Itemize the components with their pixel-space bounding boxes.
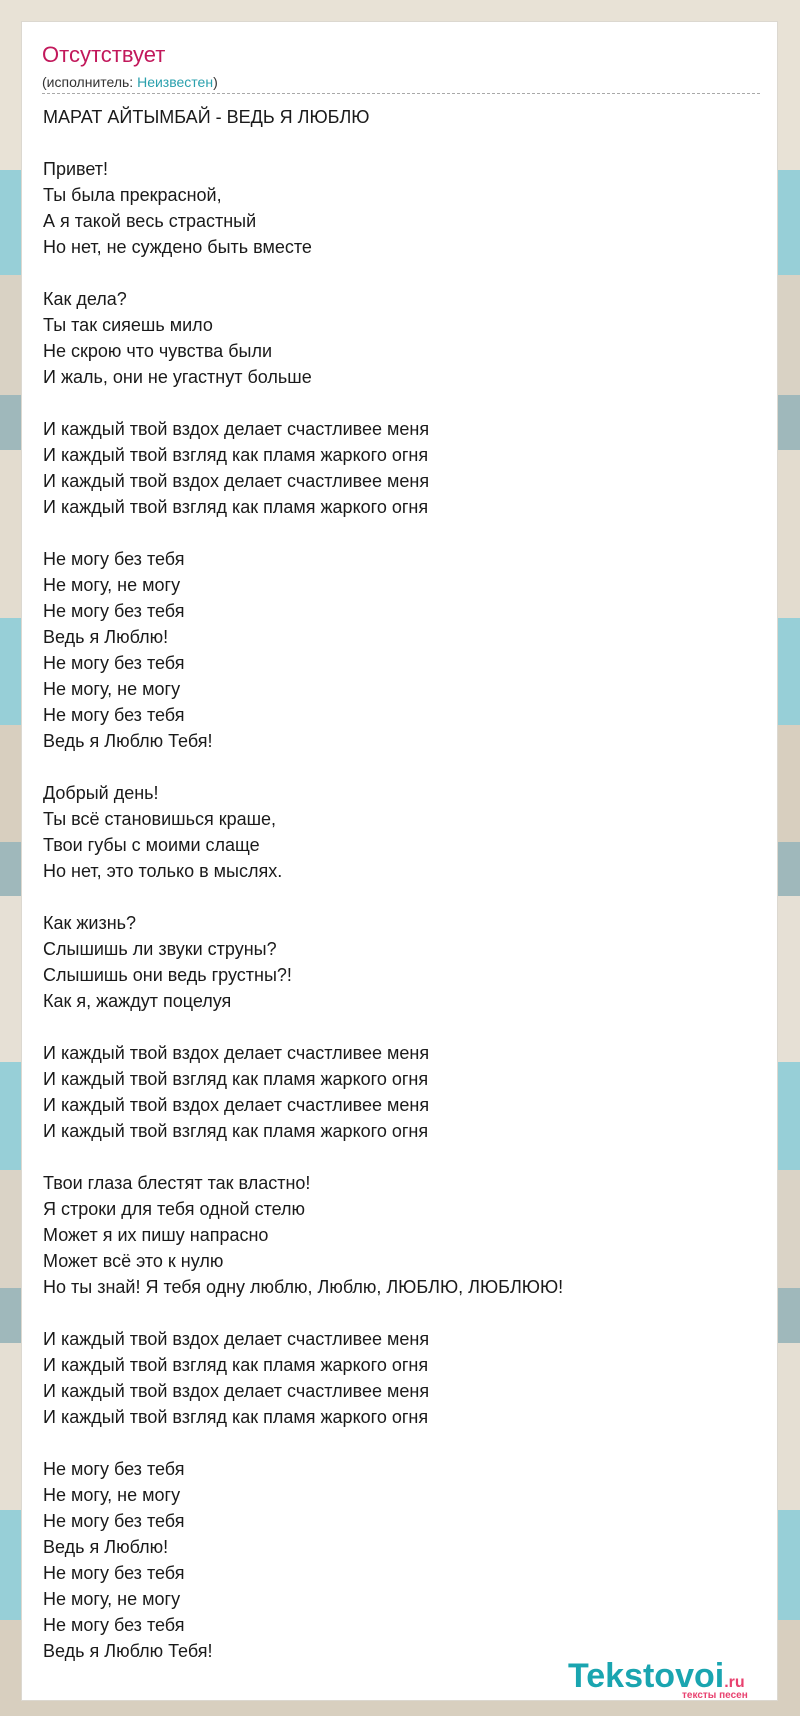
song-title: Отсутствует <box>42 42 166 67</box>
performer-link[interactable]: Неизвестен <box>137 74 214 90</box>
logo-tld-text: .ru <box>724 1674 745 1691</box>
site-logo[interactable] <box>568 1657 748 1701</box>
performer-prefix: (исполнитель: <box>42 74 138 90</box>
lyrics-text: МАРАТ АЙТЫМБАЙ - ВЕДЬ Я ЛЮБЛЮ Привет! Ты была прекрасной, А я такой весь страстный Но нет, не суждено быть вместе Как дела? Ты так сияешь мило Не скрою что чувства были И жаль, они не угастнут больше И каждый твой вздох делает счастливее меня И каждый твой взгляд как пламя жаркого огня И каждый твой вздох делает счастливее меня И каждый твой взгляд как пламя жаркого огня Не могу без тебя Не могу, не могу Не могу без тебя Ведь я Люблю! Не могу без тебя Не могу, не могу Не могу без тебя Ведь я Люблю Тебя! Добрый день! Ты всё становишься краше, Твои губы с моими слаще Но нет, это только в мыслях. Как жизнь? Слышишь ли звуки струны? Слышишь они ведь грустны?! Как я, жаждут поцелуя И каждый твой вздох делает счастливее меня И каждый твой взгляд как пламя жаркого огня И каждый твой вздох делает счастливее меня И каждый твой взгляд как пламя жаркого огня Твои глаза блестят так властно! Я строки для тебя одной стелю Может я их пишу напрасно Может всё это к нулю Но ты знай! Я тебя одну люблю, Люблю, ЛЮБЛЮ, ЛЮБЛЮЮ! И каждый твой вздох делает счастливее меня И каждый твой взгляд как пламя жаркого огня И каждый твой вздох делает счастливее меня И каждый твой взгляд как пламя жаркого огня Не могу без тебя Не могу, не могу Не могу без тебя Ведь я Люблю! Не могу без тебя Не могу, не могу Не могу без тебя Ведь я Люблю Тебя! <box>43 107 564 1661</box>
performer-line <box>42 73 218 91</box>
performer-suffix: ) <box>213 74 218 90</box>
logo-tagline: тексты песен <box>682 1690 748 1701</box>
lyrics-card <box>21 21 778 1701</box>
dashed-divider <box>42 93 760 94</box>
logo-main-text: Tekstovoi <box>568 1657 725 1695</box>
